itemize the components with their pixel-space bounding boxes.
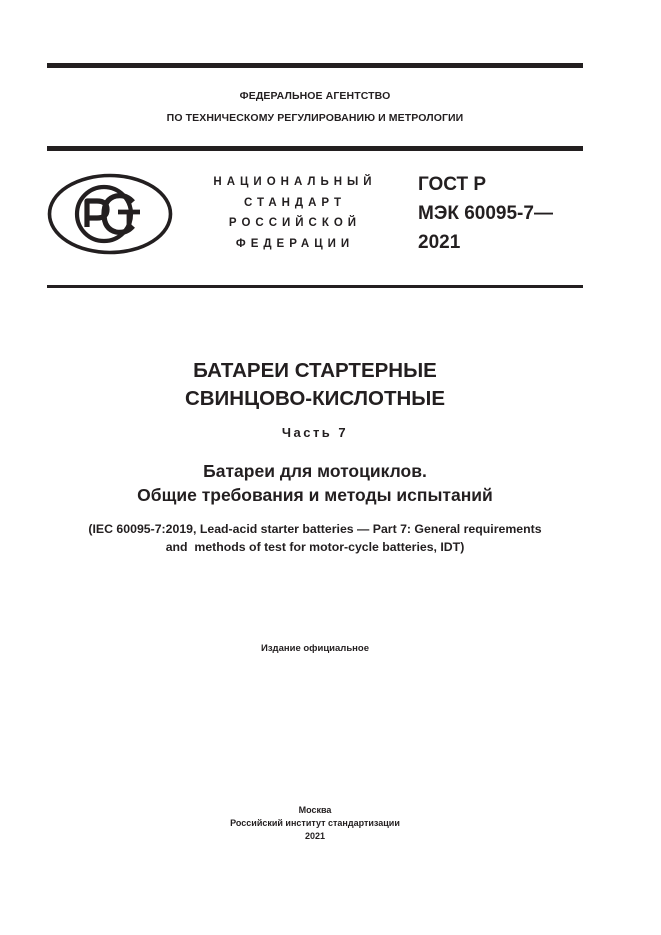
national-standard-line-4: ФЕДЕРАЦИИ <box>235 237 355 250</box>
title-line-2: СВИНЦОВО-КИСЛОТНЫЕ <box>184 387 446 410</box>
subtitle-line-1: Батареи для мотоциклов. <box>203 461 427 481</box>
header-divider-rule <box>47 146 583 151</box>
designation-line-2: МЭК 60095-7— <box>418 203 553 224</box>
national-standard-label <box>200 172 390 254</box>
imprint-year: 2021 <box>304 831 326 841</box>
document-subtitle <box>47 459 583 507</box>
iec-reference-line-1: (IEC 60095-7:2019, Lead-acid starter batteries — Part 7: General requirements <box>88 522 542 536</box>
edition-label: Издание официальное <box>261 643 369 654</box>
designation-line-1: ГОСТ Р <box>418 174 487 195</box>
imprint-publisher: Российский институт стандартизации <box>230 818 400 828</box>
iec-reference-line-2: and methods of test for motor-cycle batteries, IDT) <box>165 539 465 554</box>
logo-divider-rule <box>47 285 583 288</box>
publisher-imprint <box>47 804 583 843</box>
title-line-1: БАТАРЕИ СТАРТЕРНЫЕ <box>193 359 437 382</box>
document-title <box>47 357 583 413</box>
subtitle-line-2: Общие требования и методы испытаний <box>137 485 493 505</box>
national-standard-line-3: РОССИЙСКОЙ <box>228 217 362 229</box>
national-standard-line-2: СТАНДАРТ <box>244 196 346 209</box>
agency-line-2: ПО ТЕХНИЧЕСКОМУ РЕГУЛИРОВАНИЮ И МЕТРОЛОГИИ <box>166 112 464 124</box>
top-rule <box>47 63 583 68</box>
agency-line-1: ФЕДЕРАЛЬНОЕ АГЕНТСТВО <box>239 90 391 102</box>
designation-line-3: 2021 <box>418 232 461 253</box>
iec-reference <box>47 521 583 556</box>
part-label: Часть 7 <box>281 425 349 440</box>
national-standard-line-1: НАЦИОНАЛЬНЫЙ <box>213 176 377 188</box>
rst-gost-emblem-icon <box>47 173 173 255</box>
imprint-city: Москва <box>298 805 332 815</box>
standard-designation <box>418 170 553 257</box>
